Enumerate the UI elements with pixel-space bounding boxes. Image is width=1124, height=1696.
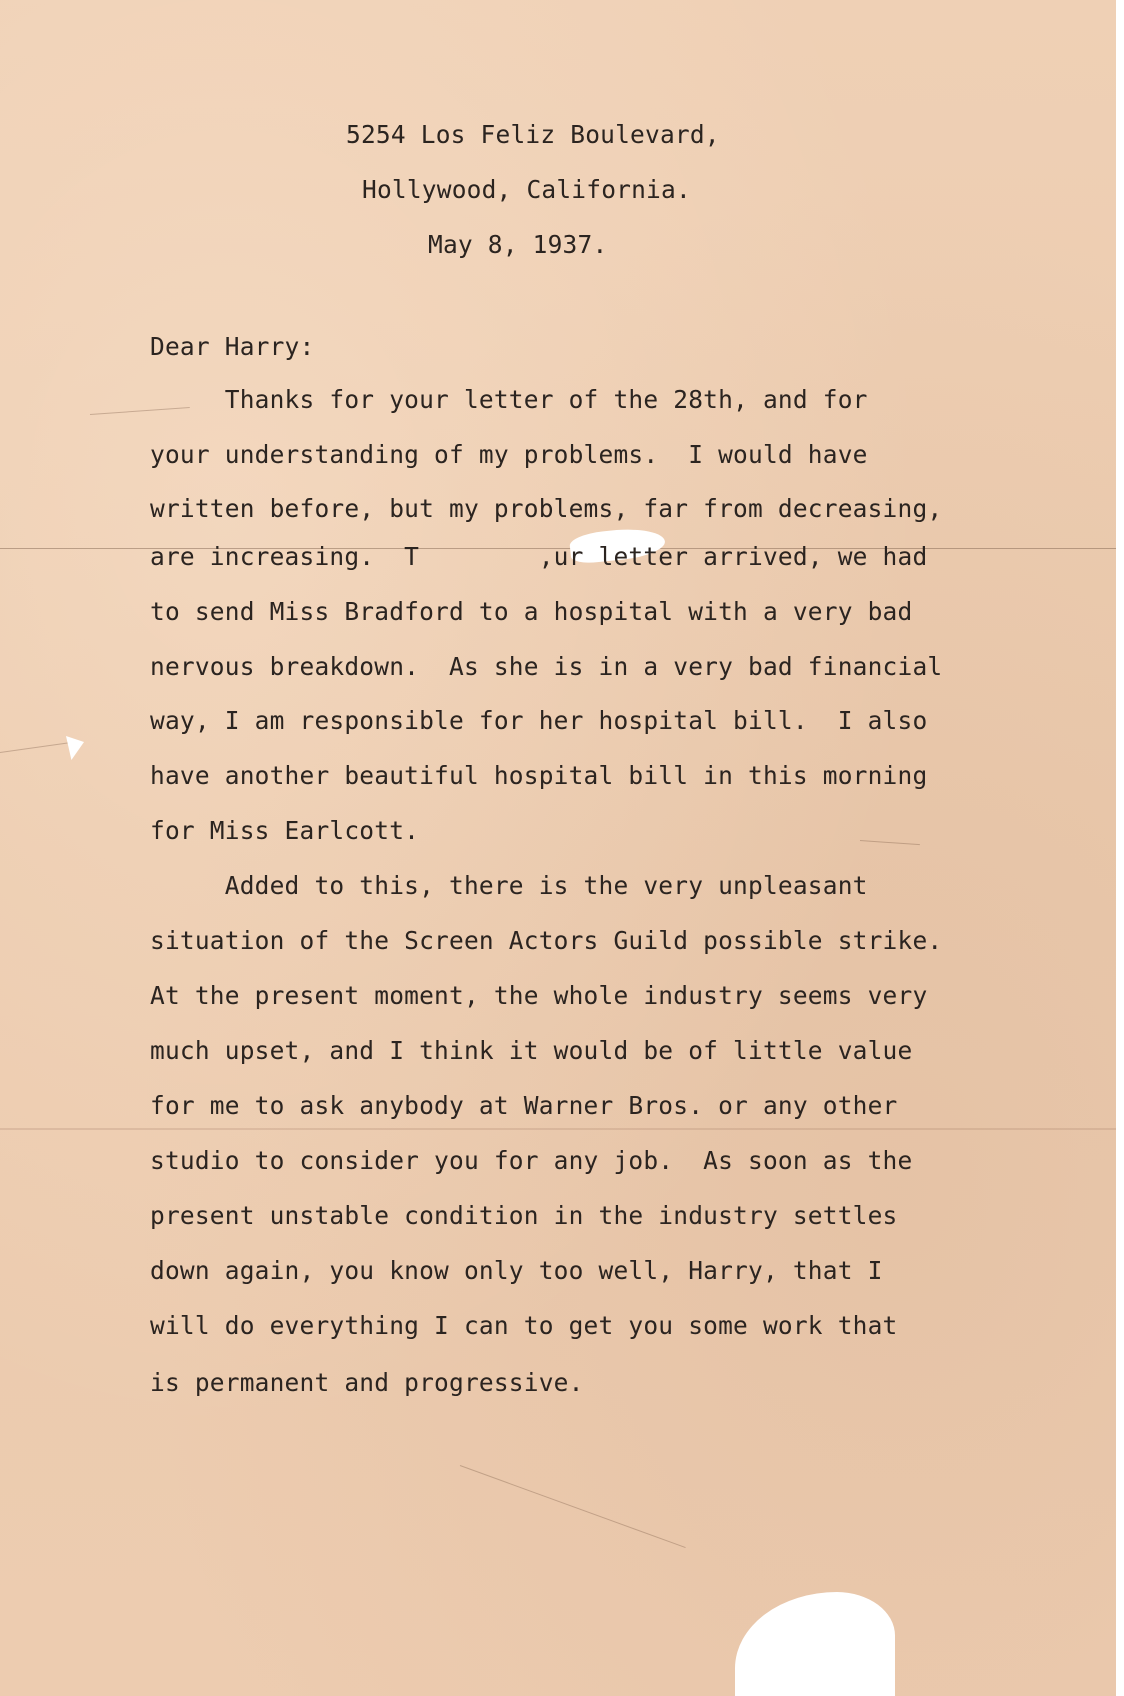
body-line: for Miss Earlcott. [150,816,420,845]
crease-mark [860,840,920,845]
body-line: will do everything I can to get you some work that [150,1311,898,1340]
paper-tear [66,736,84,760]
body-line: nervous breakdown. As she is in a very bad financial [150,652,943,681]
body-line: At the present moment, the whole industry seems very [150,981,928,1010]
body-line: much upset, and I think it would be of little value [150,1036,913,1065]
paper-tear [735,1592,895,1696]
body-line: present unstable condition in the industry settles [150,1201,898,1230]
fold-crease-lower [0,1128,1124,1130]
page-edge [1116,0,1124,1696]
crease-mark [460,1465,686,1548]
body-line: is permanent and progressive. [150,1368,584,1397]
body-line: studio to consider you for any job. As soon as the [150,1146,913,1175]
body-line: written before, but my problems, far from decreasing, [150,494,943,523]
body-line: your understanding of my problems. I would have [150,440,868,469]
address-line-1: 5254 Los Feliz Boulevard, [346,120,720,149]
body-line: to send Miss Bradford to a hospital with a very bad [150,597,913,626]
body-line: down again, you know only too well, Harry, that I [150,1256,883,1285]
body-line: for me to ask anybody at Warner Bros. or any other [150,1091,898,1120]
crease-mark [0,742,69,753]
address-line-2: Hollywood, California. [362,175,691,204]
letter-date: May 8, 1937. [428,230,608,259]
body-line: Thanks for your letter of the 28th, and for [150,385,868,414]
body-line: have another beautiful hospital bill in this morning [150,761,928,790]
body-line: Added to this, there is the very unpleasant [150,871,868,900]
salutation: Dear Harry: [150,332,315,361]
body-line: are increasing. T ,ur letter arrived, we had [150,542,928,571]
body-line: way, I am responsible for her hospital bill. I also [150,706,928,735]
body-line: situation of the Screen Actors Guild possible strike. [150,926,943,955]
